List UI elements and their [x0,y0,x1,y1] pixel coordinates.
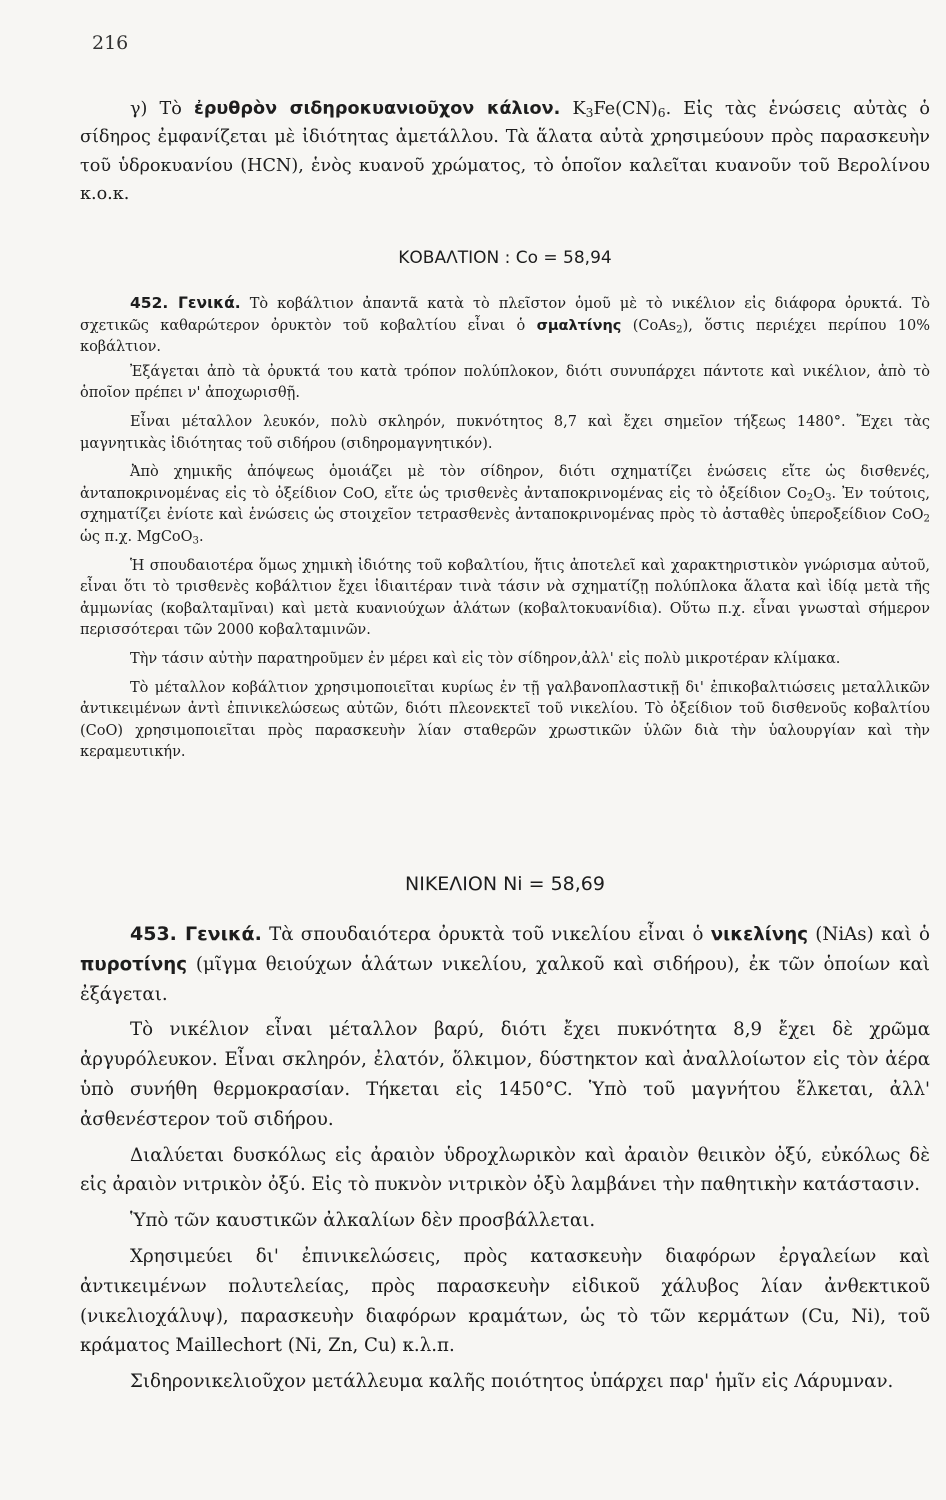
formula-subscript: 2 [676,324,683,336]
paragraph-text: (CoAs [621,317,677,334]
section-title-cobalt: ΚΟΒΑΛΤΙΟΝ : Co = 58,94 [398,248,612,268]
paragraph-nickel-alkali: Ὑπὸ τῶν καυστικῶν ἀλκαλίων δὲν προσβάλλεται. [130,1210,596,1232]
formula-part: K [560,99,586,119]
paragraph-text: Τὰ σπουδαιότερα ὀρυκτὰ τοῦ νικελίου εἶναι ὁ [261,924,711,945]
paragraph-text: . [199,528,204,545]
paragraph-text: O [813,485,826,502]
formula-part: Fe(CN) [593,99,658,119]
paragraph-text: (NiAs) καὶ ὁ [808,924,931,945]
paragraph-cobalt-uses: Τὸ μέταλλον κοβάλτιον χρησιμοποιεῖται κυρίως ἐν τῇ γαλβανοπλαστικῇ δι' ἐπικοβαλτιώσεις μεταλλικῶν ἀντικειμένων ἀντὶ ἐπινικελώσεως αὐτῶν, διότι πλεονεκτεῖ τοῦ νικελίου. Τὸ ὀξείδιον τοῦ δισθενοῦς κοβαλτίου (CoO) χρησιμοποιεῖται πρὸς παρασκευὴν λίαν σταθερῶν χρωστικῶν ὑλῶν διὰ τὴν ὑαλουργίαν καὶ τὴν κεραμευτικήν. [80,679,930,761]
term-red-prussiate: ἐρυθρὸν σιδηροκυανιοῦχον κάλιον. [194,99,561,119]
paragraph-text: (μῖγμα θειούχων ἁλάτων νικελίου, χαλκοῦ καὶ σιδήρου), ἐκ τῶν ὁποίων καὶ ἐξάγεται. [80,953,930,1005]
paragraph-text: ), ὅστις περιέχει περίπου 10% κοβάλτιον. [80,317,930,356]
section-title-nickel: ΝΙΚΕΛΙΟΝ Ni = 58,69 [405,873,605,895]
term-nickeline: νικελίνης [710,924,809,945]
paragraph-nickel-uses: Χρησιμεύει δι' ἐπινικελώσεις, πρὸς κατασκευὴν διαφόρων ἐργαλείων καὶ ἀντικειμένων πολυτελείας, πρὸς παρασκευὴν εἰδικοῦ χάλυβος λίαν ἀνθεκτικοῦ (νικελιοχάλυψ), παρασκευὴν διαφόρων κραμάτων, ὡς τὸ τῶν κερμάτων (Cu, Ni), τοῦ κράματος Maillechort (Ni, Zn, Cu) κ.λ.π. [80,1245,930,1357]
formula-subscript: 3 [825,492,832,504]
paragraph-nickel-dissolution: Διαλύεται δυσκόλως εἰς ἀραιὸν ὑδροχλωρικὸν καὶ ἀραιὸν θειικὸν ὀξύ, εὐκόλως δὲ εἰς ἀραιὸν νιτρικὸν ὀξύ. Εἰς τὸ πυκνὸν νιτρικὸν ὀξὺ λαμβάνει τὴν παθητικὴν κατάστασιν. [80,1144,930,1196]
nickel-section [80,920,930,1397]
paragraph-text: . Εἰς τὰς ἑνώσεις αὐτὰς ὁ σίδηρος ἐμφανίζεται μὲ ἰδιότητας ἀμετάλλου. Τὰ ἅλατα αὐτὰ χρησιμεύουν πρὸς παρασκευὴν τοῦ ὑδροκυανίου (HCN), ἑνὸς κυανοῦ χρώματος, τὸ ὁποῖον καλεῖται κυανοῦν τοῦ Βερολίνου κ.ο.κ. [80,99,930,205]
paragraph-key-property: Ἡ σπουδαιοτέρα ὅμως χημικὴ ἰδιότης τοῦ κοβαλτίου, ἥτις ἀποτελεῖ καὶ χαρακτηριστικὸν γνώρισμα αὐτοῦ, εἶναι ὅτι τὸ τρισθενὲς κοβάλτιον ἔχει ἰδιαιτέραν τινὰ τάσιν νὰ σχηματίζῃ πολύπλοκα ἅλατα καὶ ἰδίᾳ μετὰ τῆς ἀμμωνίας (κοβαλταμῖναι) καὶ μετὰ κυανιούχων ἁλάτων (κοβαλτοκυανίδια). Οὕτω π.χ. εἶναι γνωσταὶ σήμερον περισσότεραι τῶν 2000 κοβαλταμινῶν. [80,557,930,639]
paragraph-red-prussiate [80,95,930,209]
paragraph-text: . Ἐν τούτοις, σχηματίζει ἐνίοτε καὶ ἑνώσεις ὡς στοιχεῖον τετρασθενὲς ἀνταποκρινομένας πρὸς τὸ ἀσταθὲς ὑπεροξείδιον CoO [80,485,930,524]
term-pyrrhotite: πυροτίνης [80,953,187,975]
term-smaltite: σμαλτίνης [536,317,622,334]
paragraph-452 [80,293,930,359]
formula-subscript: 2 [923,513,930,525]
paragraph-452-number: 452. Γενικά. [130,294,241,312]
paragraph-text: Ἀπὸ χημικῆς ἀπόψεως ὁμοιάζει μὲ τὸν σίδηρον, διότι σχηματίζει ἑνώσεις εἴτε ὡς δισθενές, ἀνταποκρινομένας εἰς τὸ ὀξείδιον CoO, εἴτε ὡς τρισθενὲς ἀνταποκρινομένας εἰς τὸ ὀξείδιον Co [80,464,930,502]
paragraph-extraction: Ἐξάγεται ἀπὸ τὰ ὀρυκτά του κατὰ τρόπον πολύπλοκον, διότι συνυπάρχει πάντοτε καὶ νικέλιον, ἀπὸ τὸ ὁποῖον πρέπει ν' ἀποχωρισθῇ. [80,363,930,402]
paragraph-tendency: Τὴν τάσιν αὐτὴν παρατηροῦμεν ἐν μέρει καὶ εἰς τὸν σίδηρον,ἀλλ' εἰς πολὺ μικροτέραν κλίμακα. [130,650,841,667]
paragraph-453 [80,920,930,1009]
cobalt-section [80,293,930,764]
formula-subscript: 3 [585,106,594,121]
paragraph-nickel-properties: Τὸ νικέλιον εἶναι μέταλλον βαρύ, διότι ἔχει πυκνότητα 8,9 ἔχει δὲ χρῶμα ἀργυρόλευκον. Εἶναι σκληρόν, ἐλατόν, ὅλκιμον, δύστηκτον καὶ ἀναλλοίωτον εἰς τὸν ἀέρα ὑπὸ συνήθη θερμοκρασίαν. Τήκεται εἰς 1450°C. Ὑπὸ τοῦ μαγνήτου ἕλκεται, ἀλλ' ἀσθενέστερον τοῦ σιδήρου. [80,1019,930,1130]
formula-subscript: 6 [657,106,666,121]
paragraph-nickel-ore: Σιδηρονικελιοῦχον μετάλλευμα καλῆς ποιότητος ὑπάρχει παρ' ἡμῖν εἰς Λάρυμναν. [130,1371,894,1393]
page-number: 216 [92,32,129,54]
paragraph-lead: γ) Τὸ [130,99,195,119]
paragraph-text: ὡς π.χ. MgCoO [80,528,193,545]
paragraph-text: Τὸ κοβάλτιον ἀπαντᾶ κατὰ τὸ πλεῖστον ὁμοῦ μὲ τὸ νικέλιον εἰς διάφορα ὀρυκτά. Τὸ σχετικῶς καθαρώτερον ὀρυκτὸν τοῦ κοβαλτίου εἶναι ὁ [80,296,930,334]
formula-subscript: 2 [806,492,814,504]
paragraph-453-number: 453. Γενικά. [130,923,262,945]
paragraph-metal-properties: Εἶναι μέταλλον λευκόν, πολὺ σκληρόν, πυκνότητος 8,7 καὶ ἔχει σημεῖον τήξεως 1480°. Ἔχει τὰς μαγνητικὰς ἰδιότητας τοῦ σιδήρου (σιδηρομαγνητικόν). [80,413,930,452]
formula-subscript: 3 [192,535,199,547]
paragraph-chemistry [80,462,930,548]
